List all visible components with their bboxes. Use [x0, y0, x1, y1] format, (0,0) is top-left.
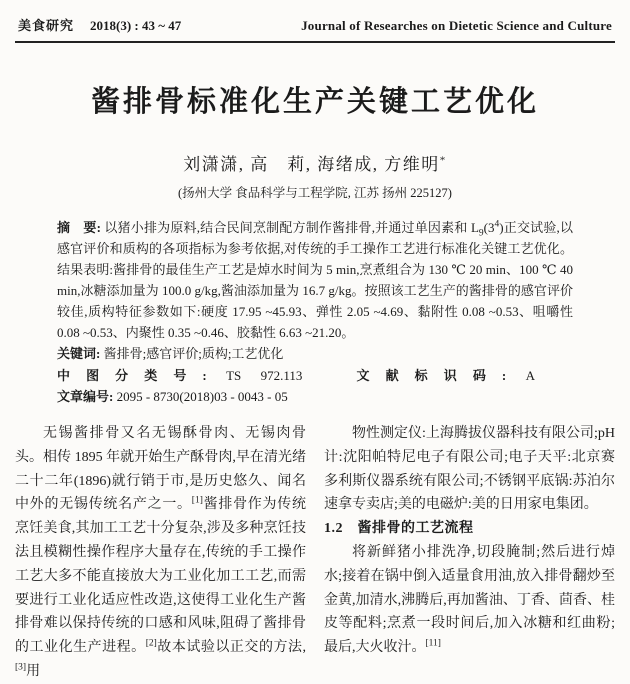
abstract-text: 以猪小排为原料,结合民间烹制配方制作酱排骨,并通过单因素和 $L_9(3^4)$正交试验,以感官评价和质构的各项指标为参考依据,对传统的手工操作工艺进行标准化关键工艺优化。结果表明:酱排骨的最佳生产工艺是焯水时间为 5 min,烹煮组合为 130 ℃ 20 min、100 ℃ 40 min,冰糖添加量为 100.0 g/kg,酱油添加量为 16.7 g/kg。按照该工艺生产的酱排骨的感官评价较佳,质构特征参数如下:硬度 17.95 ~45.93、弹性 2.05 ~4.69、黏附性 0.08 ~0.53、咀嚼性 0.08 ~0.53、内聚性 0.35 ~0.46、胶黏性 6.63 ~21.20。: [57, 219, 573, 340]
issue-pages: 2018(3) : 43 ~ 47: [90, 18, 182, 33]
journal-info-cn: [18, 15, 181, 34]
clc-label: 中图分类号:: [57, 368, 207, 383]
abstract: [57, 217, 573, 343]
section-heading-1-2: 1.2 酱排骨的工艺流程: [324, 521, 474, 537]
left-column: [15, 422, 306, 684]
process-flow-paragraph: 将新鲜猪小排洗净,切段腌制;然后进行焯水;接着在锅中倒入适量食用油,放入排骨翻炒至金黄,加清水,沸腾后,再加酱油、丁香、茴香、桂皮等配料;烹煮一段时间后,加入冰糖和红曲粉;最后,大火收汁。[11]: [324, 544, 615, 656]
journal-name-en: Journal of Researches on Dietetic Science and Culture: [301, 18, 612, 33]
doc-code-label: 文献标识码:: [340, 368, 507, 383]
materials-paragraph: 物性测定仪:上海腾拔仪器科技有限公司;pH 计:沈阳帕特尼电子有限公司;电子天平:北京赛多利斯仪器系统有限公司;不锈钢平底锅:苏泊尔速拿专卖店;美的电磁炉:美的日用家电集团。: [324, 426, 615, 513]
article-meta: [57, 217, 573, 407]
article-id: 2095 - 8730(2018)03 - 0043 - 05: [113, 389, 288, 404]
abstract-label: 摘 要:: [57, 220, 101, 235]
article-id-label: 文章编号:: [57, 389, 114, 404]
keywords-label: 关键词:: [57, 346, 101, 361]
article-id-pair: [57, 389, 288, 404]
affiliation: (扬州大学 食品科学与工程学院, 江苏 扬州 225127): [178, 186, 452, 200]
corresponding-author-mark: *: [439, 154, 447, 167]
classification-line: [57, 365, 573, 407]
clc-pair: [57, 368, 302, 383]
doc-code-pair: [340, 368, 535, 383]
keywords-text: 酱排骨;感官评价;质构;工艺优化: [100, 346, 284, 361]
right-column: [324, 422, 615, 684]
intro-paragraph: 无锡酱排骨又名无锡酥骨肉、无锡肉骨头。相传 1895 年就开始生产酥骨肉,早在清光绪二十二年(1896)就行销于市,是历史悠久、闻名中外的无锡传统名产之一。[1]酱排骨作为传统烹饪美食,其加工工艺十分复杂,涉及多种烹饪技法且模糊性操作程序大量存在,传统的手工操作工艺大多不能直接放大为工业化加工工艺,而需要进行工业化适应性改造,这使得工业化生产酱排骨难以保持传统的口感和风味,阻碍了酱排骨的工业化生产进程。[2]故本试验以正交的方法,[3]用: [15, 426, 307, 679]
body-columns: [15, 422, 615, 684]
authors-line: [15, 150, 615, 175]
article-title: 酱排骨标准化生产关键工艺优化: [90, 86, 539, 118]
author-names: 刘潇潇, 高 莉, 海绪成, 方维明: [183, 155, 440, 174]
keywords-line: [57, 343, 573, 364]
running-head: [15, 13, 615, 43]
clc-number: TS 972.113: [206, 368, 303, 383]
doc-code: A: [506, 368, 535, 383]
journal-name-cn: 美食研究: [18, 18, 75, 33]
